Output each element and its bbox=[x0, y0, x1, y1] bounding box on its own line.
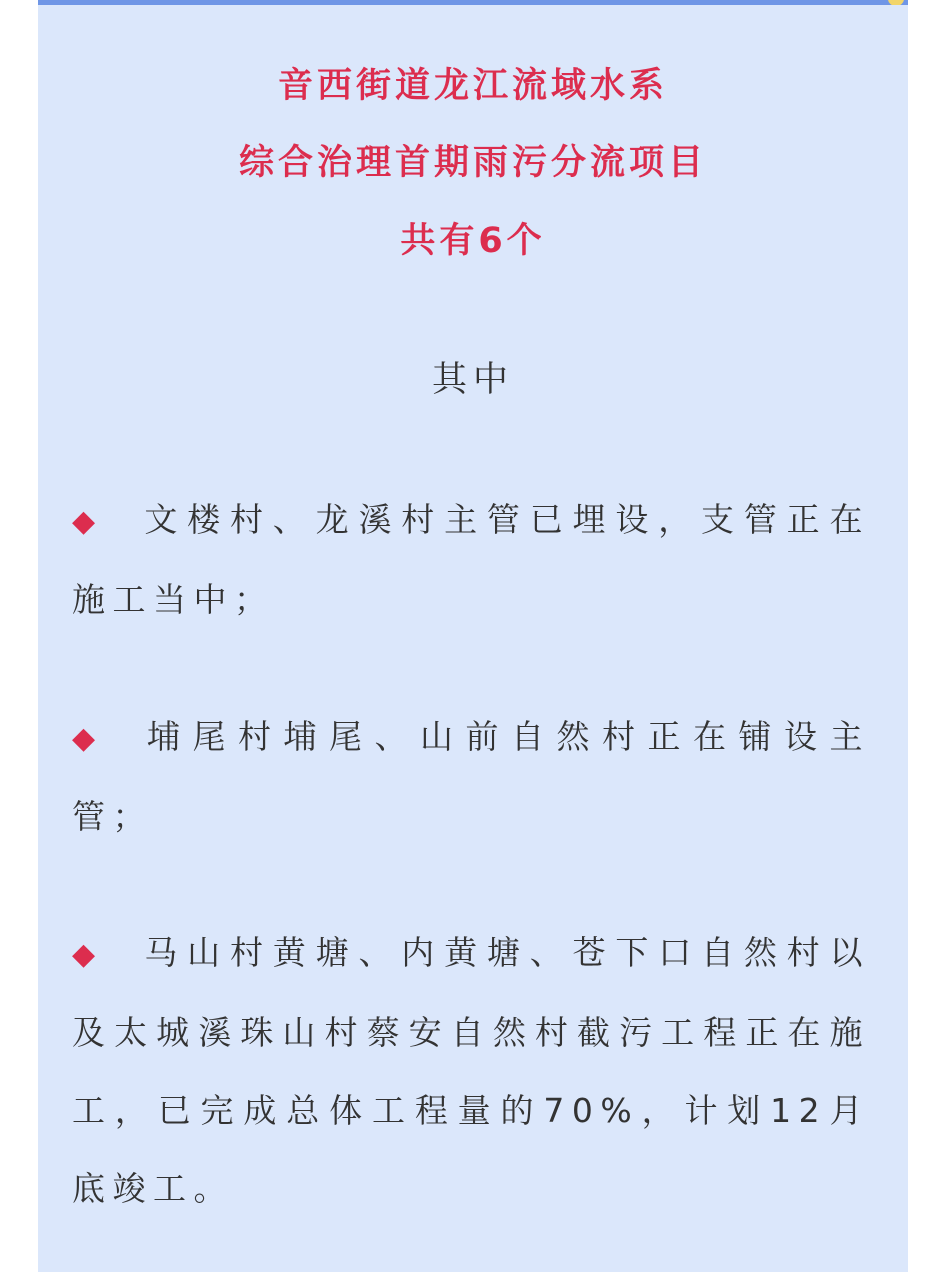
title-line-3: 共有6个 bbox=[400, 221, 546, 261]
title-line-2: 综合治理首期雨污分流项目 bbox=[238, 143, 707, 183]
subheading: 其中 bbox=[431, 360, 514, 400]
list-item-text: 埔尾村埔尾、山前自然村正在铺设主管； bbox=[72, 717, 870, 836]
list-item bbox=[72, 698, 870, 856]
diamond-bullet-icon: ◆ bbox=[72, 504, 96, 539]
list-item bbox=[72, 914, 870, 1228]
list-item-text: 文楼村、龙溪村主管已埋设，支管正在施工当中； bbox=[72, 500, 870, 619]
title-line-1: 音西街道龙江流域水系 bbox=[277, 66, 668, 106]
diamond-bullet-icon: ◆ bbox=[72, 937, 96, 972]
list-item-text: 马山村黄塘、内黄塘、苍下口自然村以及太城溪珠山村蔡安自然村截污工程正在施工，已完成总体工程量的70%，计划12月底竣工。 bbox=[72, 933, 870, 1208]
diamond-bullet-icon: ◆ bbox=[72, 721, 96, 756]
list-item bbox=[72, 481, 870, 639]
